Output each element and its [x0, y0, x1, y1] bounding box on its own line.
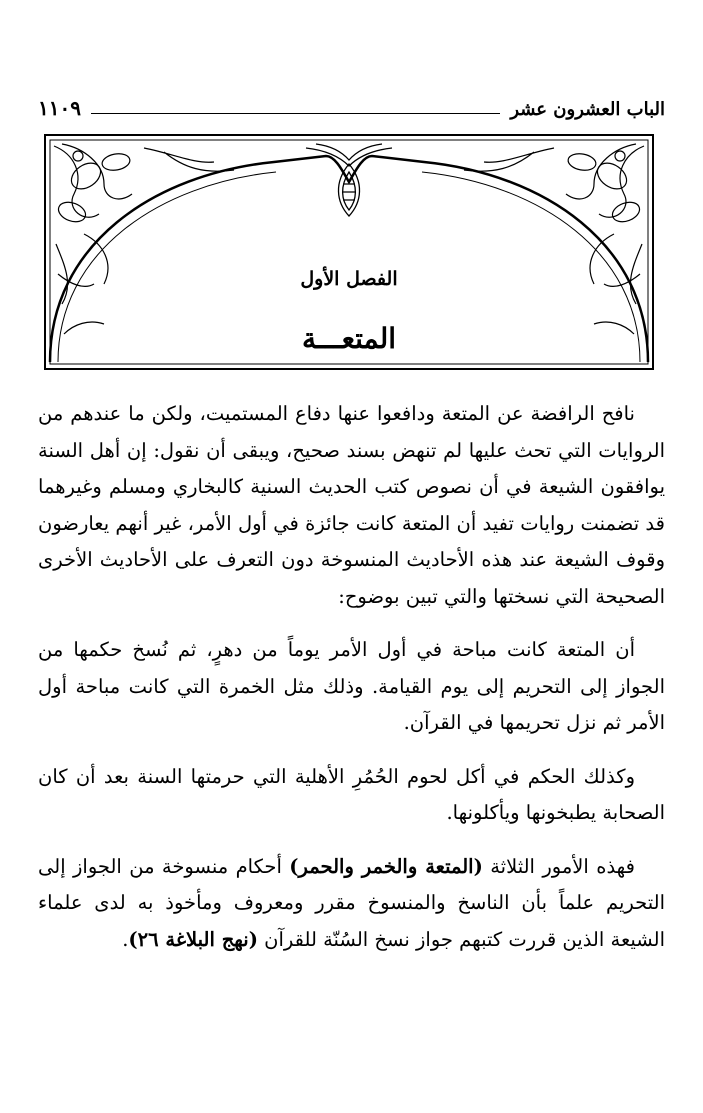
paragraph-4: [38, 849, 665, 959]
paragraph-4-middle: أحكام منسوخة من الجواز إلى التحريم علماً بأن الناسخ والمنسوخ مقرر ومعروف ومأخوذ به لدى علماء الشيعة الذين قررت كتبهم جواز نسخ السُنّة للقرآن: [38, 854, 665, 951]
paragraph-1: نافح الرافضة عن المتعة ودافعوا عنها دفاع المستميت، ولكن ما عندهم من الروايات التي تحث عليها لم تنهض بسند صحيح، ويبقى أن نقول: إن أهل السنة يوافقون الشيعة في أن نصوص كتب الحديث السنية كالبخاري ومسلم وغيرهما قد تضمنت روايات تفيد أن المتعة كانت جائزة في أول الأمر، غير أنهم يعارضون وقوف الشيعة عند هذه الأحاديث المنسوخة دون التعرف على الأحاديث الأخرى الصحيحة التي نسختها والتي تبين بوضوح:: [38, 402, 665, 608]
section-title: المتعـــة: [301, 322, 397, 355]
emphasis-three-matters: (المتعة والخمر والحمر): [289, 854, 483, 878]
chapter-title: الباب العشرون عشر: [510, 99, 665, 120]
section-label: الفصل الأول: [300, 268, 398, 290]
page-number: ١١٠٩: [38, 96, 81, 120]
right-corner-ornament: [464, 144, 644, 334]
paragraph-4-lead: فهذه الأمور الثلاثة: [490, 854, 635, 878]
paragraph-2: أن المتعة كانت مباحة في أول الأمر يوماً من دهرٍ، ثم نُسخ حكمها من الجواز إلى التحريم إلى يوم القيامة. وذلك مثل الخمرة التي كانت مباحة أول الأمر ثم نزل تحريمها في القرآن.: [38, 638, 665, 734]
paragraph-3: وكذلك الحكم في أكل لحوم الحُمُرِ الأهلية التي حرمتها السنة بعد أن كان الصحابة يطبخونها ويأكلونها.: [38, 764, 665, 824]
running-header: [38, 94, 665, 120]
citation-nahj-al-balagha: (نهج البلاغة ٢٦): [128, 927, 258, 951]
body-text: [38, 396, 665, 975]
left-corner-ornament: [54, 144, 234, 334]
paragraph-4-end: .: [122, 927, 129, 951]
header-rule: [91, 113, 500, 114]
chapter-heading-frame: [44, 134, 654, 370]
